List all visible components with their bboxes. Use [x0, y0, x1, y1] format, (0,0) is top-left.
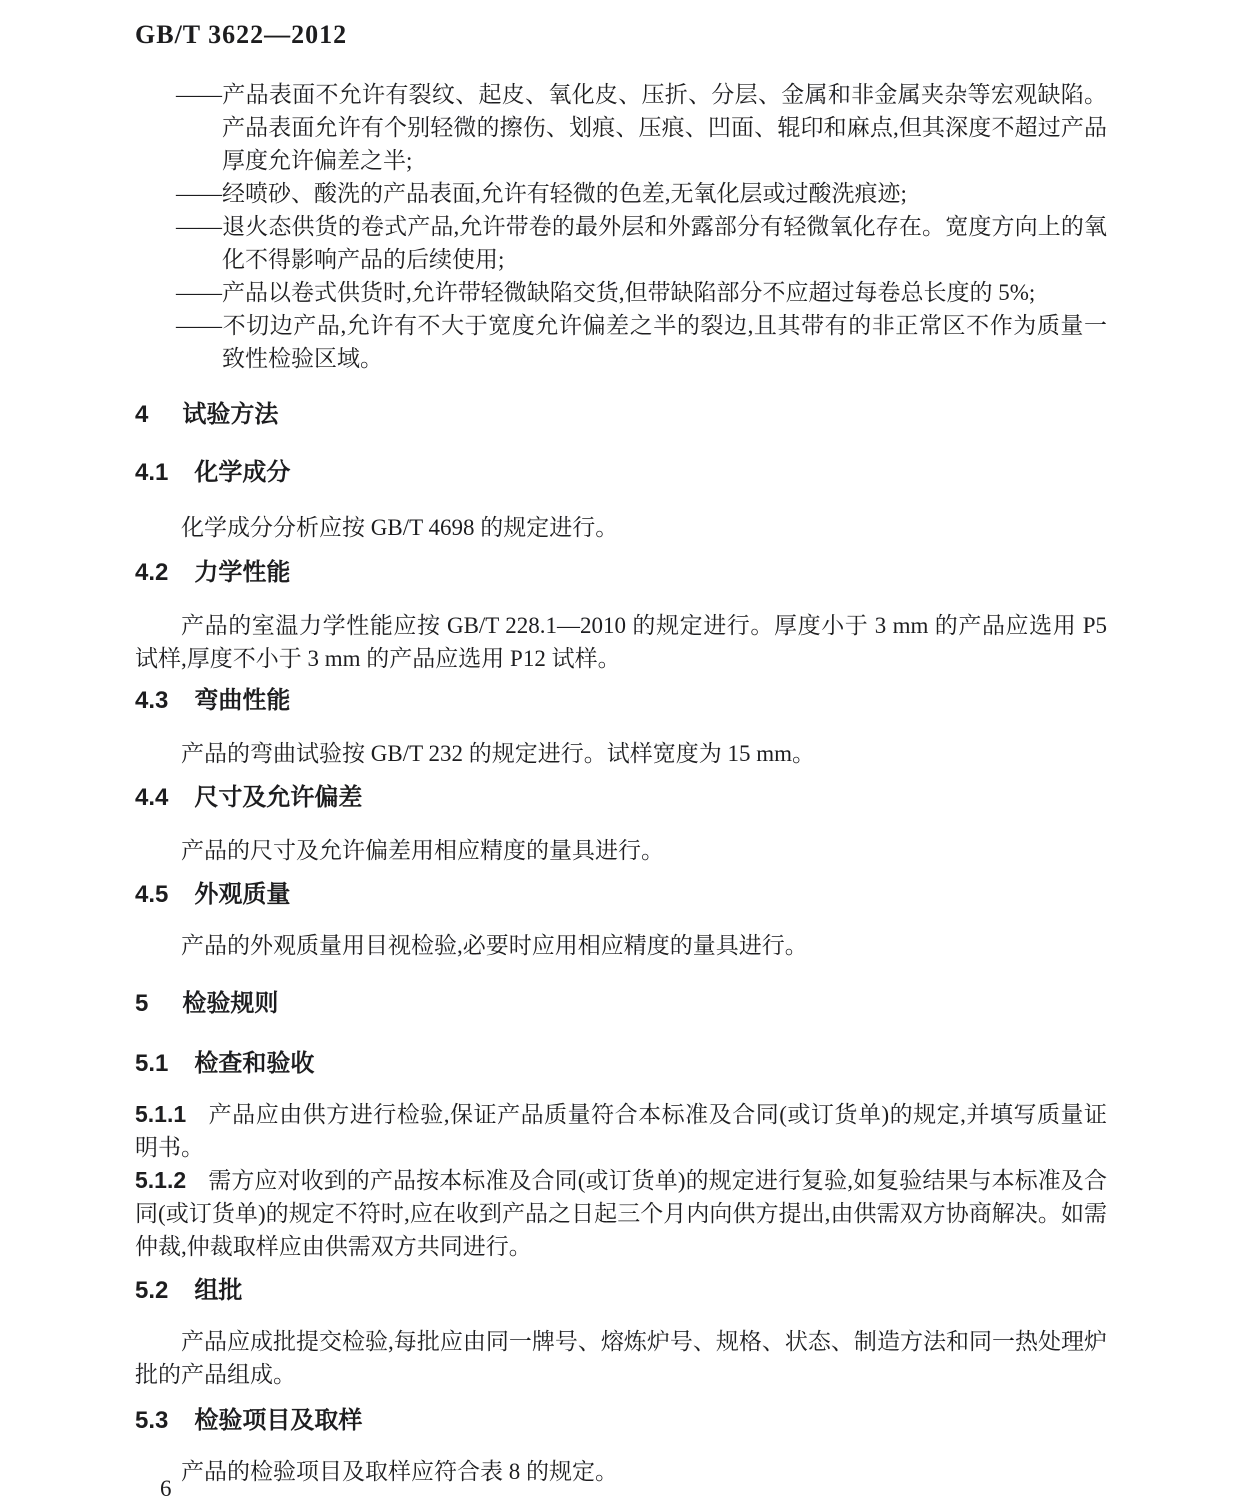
clause-text: 需方应对收到的产品按本标准及合同(或订货单)的规定进行复验,如复验结果与本标准及合同(或订货单)的规定不符时,应在收到产品之日起三个月内向供方提出,由供需双方协商解决。如需仲裁,仲裁取样应由供需双方共同进行。	[135, 1168, 1107, 1259]
standard-code-header: GB/T 3622—2012	[135, 20, 348, 49]
subsection-title: 化学成分	[194, 459, 291, 486]
subsection-heading-4-4	[135, 784, 1107, 812]
clause-number: 5.1.2	[135, 1167, 187, 1193]
page-number: 6	[160, 1476, 172, 1501]
section-number: 5	[135, 990, 149, 1017]
clause-number: 5.1.1	[135, 1101, 187, 1127]
list-item: ——产品以卷式供货时,允许带轻微缺陷交货,但带缺陷部分不应超过每卷总长度的 5%;	[176, 280, 1036, 305]
paragraph: 产品的外观质量用目视检验,必要时应用相应精度的量具进行。	[181, 933, 808, 958]
section-number: 4	[135, 401, 149, 428]
subsection-title: 检验项目及取样	[194, 1407, 363, 1434]
clause-group	[135, 1098, 1107, 1263]
clause	[135, 1164, 1107, 1263]
paragraph: 化学成分分析应按 GB/T 4698 的规定进行。	[181, 515, 619, 540]
subsection-number: 4.1	[135, 459, 169, 486]
subsection-title: 组批	[194, 1277, 243, 1304]
page-content	[135, 0, 1107, 1488]
clause	[135, 1098, 1107, 1164]
subsection-heading-4-2	[135, 559, 1107, 587]
list-item: ——产品表面不允许有裂纹、起皮、氧化皮、压折、分层、金属和非金属夹杂等宏观缺陷。产品表面允许有个别轻微的擦伤、划痕、压痕、凹面、辊印和麻点,但其深度不超过产品厚度允许偏差之半;	[176, 82, 1107, 173]
list-item: ——退火态供货的卷式产品,允许带卷的最外层和外露部分有轻微氧化存在。宽度方向上的氧化不得影响产品的后续使用;	[176, 214, 1107, 272]
subsection-heading-5-3	[135, 1407, 1107, 1435]
clause-text: 产品应由供方进行检验,保证产品质量符合本标准及合同(或订货单)的规定,并填写质量证明书。	[135, 1102, 1107, 1160]
list-item: ——经喷砂、酸洗的产品表面,允许有轻微的色差,无氧化层或过酸洗痕迹;	[176, 181, 907, 206]
subsection-title: 弯曲性能	[194, 687, 291, 714]
subsection-number: 4.2	[135, 559, 169, 586]
subsection-number: 4.3	[135, 687, 169, 714]
section-title: 试验方法	[182, 401, 279, 428]
paragraph: 产品的检验项目及取样应符合表 8 的规定。	[181, 1459, 618, 1484]
paragraph: 产品的室温力学性能应按 GB/T 228.1—2010 的规定进行。厚度小于 3 mm 的产品应选用 P5 试样,厚度不小于 3 mm 的产品应选用 P12 试样。	[135, 613, 1107, 671]
subsection-number: 5.2	[135, 1277, 169, 1304]
subsection-number: 5.3	[135, 1407, 169, 1434]
paragraph: 产品应成批提交检验,每批应由同一牌号、熔炼炉号、规格、状态、制造方法和同一热处理炉批的产品组成。	[135, 1329, 1107, 1387]
paragraph: 产品的尺寸及允许偏差用相应精度的量具进行。	[181, 838, 664, 863]
subsection-number: 4.5	[135, 881, 169, 908]
subsection-title: 尺寸及允许偏差	[194, 784, 363, 811]
section-title: 检验规则	[182, 990, 279, 1017]
section-heading-4	[135, 401, 1107, 429]
subsection-heading-4-1	[135, 459, 1107, 487]
list-item: ——不切边产品,允许有不大于宽度允许偏差之半的裂边,且其带有的非正常区不作为质量一致性检验区域。	[176, 313, 1107, 371]
subsection-title: 外观质量	[194, 881, 291, 908]
paragraph: 产品的弯曲试验按 GB/T 232 的规定进行。试样宽度为 15 mm。	[181, 741, 816, 766]
subsection-title: 力学性能	[194, 559, 291, 586]
subsection-number: 4.4	[135, 784, 169, 811]
subsection-number: 5.1	[135, 1050, 169, 1077]
subsection-heading-4-5	[135, 881, 1107, 909]
subsection-title: 检查和验收	[194, 1050, 315, 1077]
subsection-heading-5-2	[135, 1277, 1107, 1305]
subsection-heading-4-3	[135, 687, 1107, 715]
bullet-list	[135, 78, 1107, 375]
section-heading-5	[135, 990, 1107, 1018]
subsection-heading-5-1	[135, 1050, 1107, 1078]
